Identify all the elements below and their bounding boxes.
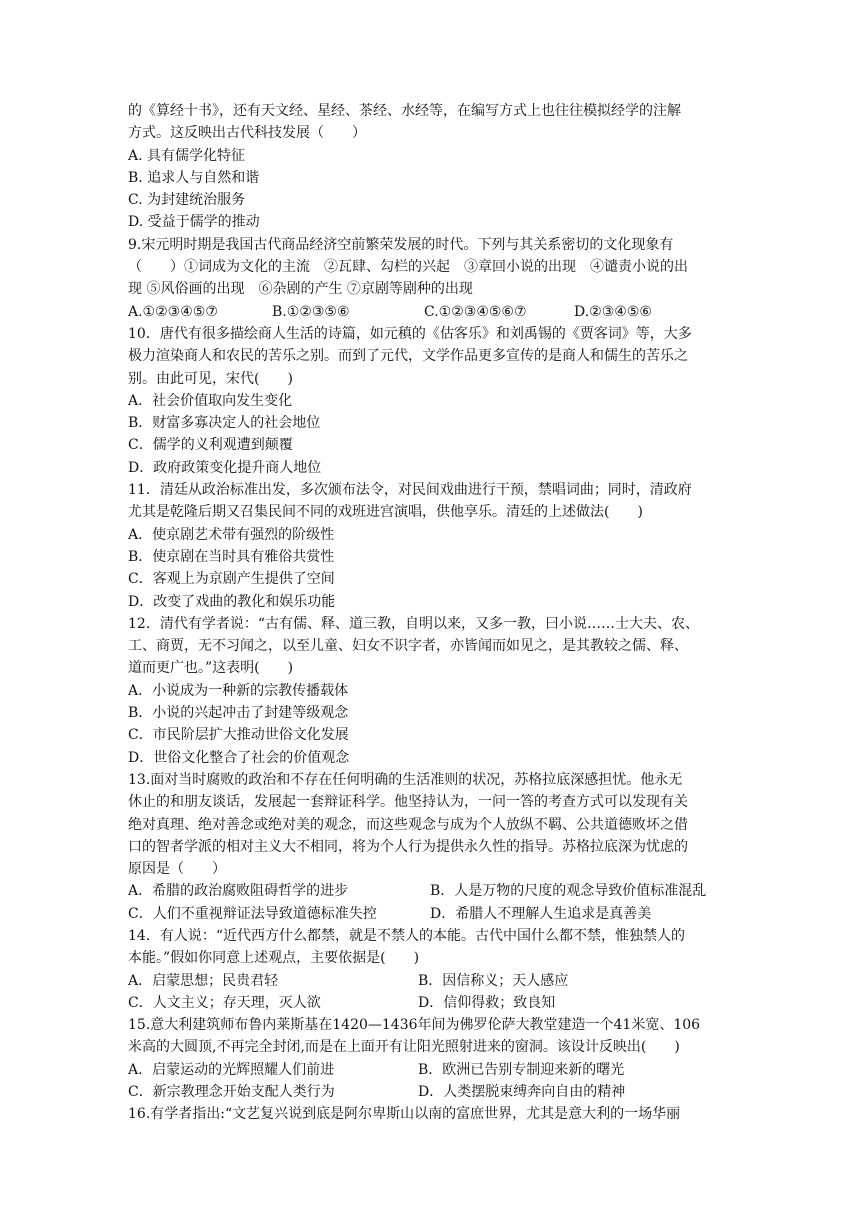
option-b: B．人是万物的尺度的观念导致价值标准混乱 <box>430 883 707 900</box>
option-c: C．新宗教理念开始支配人类行为 <box>128 1084 335 1101</box>
option-d: D．信仰得救；致良知 <box>418 994 556 1011</box>
question-stem: 的《算经十书》，还有天文经、星经、茶经、水经等，在编写方式上也往往模拟经学的注解 <box>128 103 681 119</box>
option-b: B．使京剧在当时具有雅俗共赏性 <box>128 548 335 565</box>
option-c: C．儒学的义利观遭到颠覆 <box>128 437 293 454</box>
option-a: A．社会价值取向发生变化 <box>128 392 293 409</box>
option-row <box>128 970 732 992</box>
option-d: D. 受益于儒学的推动 <box>128 214 260 231</box>
question-9 <box>128 234 732 323</box>
option-row <box>128 903 732 925</box>
question-stem: 13.面对当时腐败的政治和不存在任何明确的生活准则的状况，苏格拉底深感担忧。他永无 <box>128 771 683 788</box>
option-row <box>128 1059 732 1081</box>
question-stem: 11．清廷从政治标准出发，多次颁布法令，对民间戏曲进行干预，禁唱词曲；同时，清政府 <box>128 482 692 499</box>
question-stem: 尤其是乾隆后期又召集民间不同的戏班进宫演唱，供他享乐。清廷的上述做法( ) <box>128 504 643 521</box>
question-stem: 15.意大利建筑师布鲁内莱斯基在1420—1436年间为佛罗伦萨大教堂建造一个41米宽、106 <box>128 1017 701 1034</box>
option-b: B．因信称义；天人感应 <box>418 972 569 989</box>
option-row <box>128 992 732 1014</box>
question-stem: 极力渲染商人和农民的苦乐之别。而到了元代，文学作品更多宣传的是商人和儒生的苦乐之 <box>128 348 688 365</box>
question-10 <box>128 323 732 479</box>
question-stem: 别。由此可见，宋代( ) <box>128 370 293 387</box>
option-row <box>128 301 732 323</box>
question-stem: 工、商贾，无不习闻之，以至儿童、妇女不识字者，亦皆闻而如见之，是其教较之儒、释、 <box>128 638 688 655</box>
option-a: A．使京剧艺术带有强烈的阶级性 <box>128 526 335 543</box>
question-12 <box>128 613 732 769</box>
option-c: C．客观上为京剧产生提供了空间 <box>128 571 335 588</box>
option-b: B.①②③⑤⑥ <box>272 303 350 320</box>
option-d: D．希腊人不理解人生追求是真善美 <box>430 905 652 922</box>
option-b: B．小说的兴起冲击了封建等级观念 <box>128 705 349 722</box>
option-d: D．世俗文化整合了社会的价值观念 <box>128 749 350 766</box>
question-stem: 本能。”假如你同意上述观点，主要依据是( ) <box>128 950 420 967</box>
question-15 <box>128 1014 732 1103</box>
option-b: B. 追求人与自然和谐 <box>128 169 260 186</box>
question-stem: 10．唐代有很多描绘商人生活的诗篇，如元稹的《估客乐》和刘禹锡的《贾客词》等，大多 <box>128 325 692 342</box>
exam-page <box>128 100 732 1126</box>
question-stem: 原因是（ ） <box>128 861 226 878</box>
question-stem: 道而更广也。”这表明( ) <box>128 660 294 677</box>
question-stem: 14．有人说：“近代西方什么都禁，就是不禁人的本能。古代中国什么都不禁，惟独禁人的 <box>128 927 685 944</box>
option-row <box>128 880 732 902</box>
option-d: D．人类摆脱束缚奔向自由的精神 <box>418 1084 626 1101</box>
question-stem: 现 ⑤风俗画的出现 ⑥杂剧的产生 ⑦京剧等剧种的出现 <box>128 281 473 298</box>
question-stem: 12．清代有学者说：“古有儒、释、道三教，自明以来，又多一教，曰小说……士大夫、农、 <box>128 615 699 632</box>
question-stem: 9.宋元明时期是我国古代商品经济空前繁荣发展的时代。下列与其关系密切的文化现象有 <box>128 236 674 253</box>
question-14 <box>128 925 732 1014</box>
option-c: C. 为封建统治服务 <box>128 192 246 209</box>
option-row <box>128 1081 732 1103</box>
option-a: A.①②③④⑤⑦ <box>128 303 218 320</box>
question-stem: 方式。这反映出古代科技发展（ ） <box>128 125 366 142</box>
option-a: A．启蒙运动的光辉照耀人们前进 <box>128 1061 335 1078</box>
option-c: C.①②③④⑤⑥⑦ <box>424 303 527 320</box>
question-8 <box>128 100 732 234</box>
question-11 <box>128 479 732 613</box>
question-13 <box>128 769 732 925</box>
question-stem: 16.有学者指出:“文艺复兴说到底是阿尔卑斯山以南的富庶世界，尤其是意大利的一场华丽 <box>128 1106 681 1123</box>
option-c: C．市民阶层扩大推动世俗文化发展 <box>128 727 349 744</box>
option-a: A. 具有儒学化特征 <box>128 147 246 164</box>
question-stem: 休止的和朋友谈话，发展起一套辩证科学。他坚持认为，一问一答的考查方式可以发现有关 <box>128 794 688 811</box>
question-stem: 米高的大圆顶,不再完全封闭,而是在上面开有让阳光照射进来的窗洞。该设计反映出( ) <box>128 1039 680 1056</box>
option-a: A．小说成为一种新的宗教传播载体 <box>128 682 349 699</box>
option-a: A．希腊的政治腐败阻碍哲学的进步 <box>128 883 349 900</box>
question-stem: 绝对真理、绝对善念或绝对美的观念，而这些观念与成为个人放纵不羁、公共道德败坏之借 <box>128 816 688 833</box>
option-b: B．财富多寡决定人的社会地位 <box>128 415 321 432</box>
option-c: C．人们不重视辩证法导致道德标准失控 <box>128 905 377 922</box>
question-stem: 口的智者学派的相对主义大不相同，将为个人行为提供永久性的指导。苏格拉底深为忧虑的 <box>128 838 688 855</box>
option-c: C．人文主义；存天理，灭人欲 <box>128 994 321 1011</box>
option-d: D.②③④⑤⑥ <box>574 303 652 320</box>
option-d: D．改变了戏曲的教化和娱乐功能 <box>128 593 336 610</box>
option-a: A．启蒙思想；民贵君轻 <box>128 972 279 989</box>
option-d: D．政府政策变化提升商人地位 <box>128 459 322 476</box>
option-b: B．欧洲已告别专制迎来新的曙光 <box>418 1061 625 1078</box>
question-16 <box>128 1103 732 1125</box>
question-stem: （ ）①词成为文化的主流 ②瓦肆、勾栏的兴起 ③章回小说的出现 ④谴责小说的出 <box>128 259 688 276</box>
